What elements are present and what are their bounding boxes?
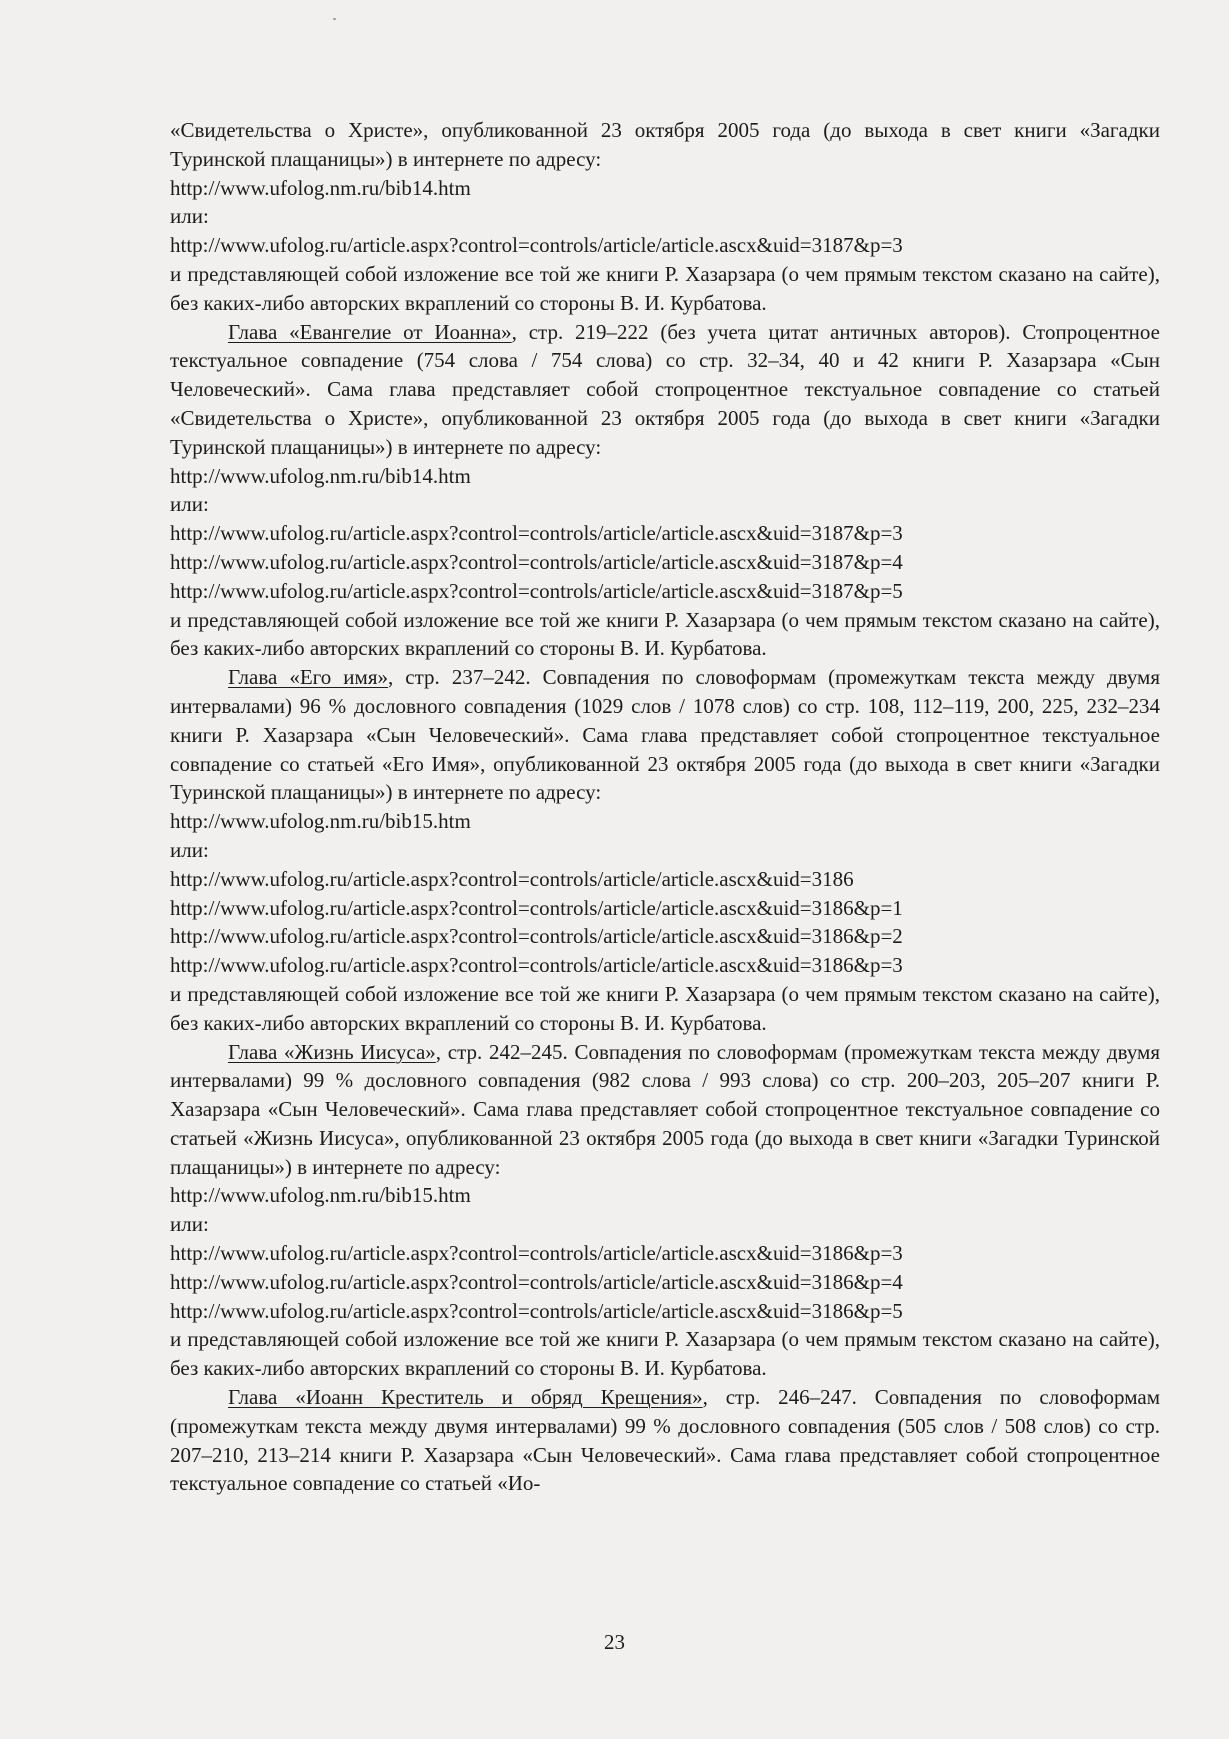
closing-paragraph: и представляющей собой изложение все той же книги Р. Хазарзара (о чем прямым текстом сказано на сайте), без каких-либо авторских вкраплений со стороны В. И. Курбатова.	[170, 1327, 1160, 1381]
or-label: или:	[170, 837, 209, 862]
section-text: , стр. 219–222 (без учета цитат античных авторов). Стопроцентное текстуальное совпадение (754 слова / 754 слова) со стр. 32–34, 40 и 42 книги Р. Хазарзара «Сын Человеческий». Сама глава представляет собой стопроцентное текстуальное совпадение со статьей «Свидетельства о Христе», опубликованной 23 октября 2005 года (до выхода в свет книги «Загадки Туринской плащаницы») в интернете по адресу:	[170, 319, 1160, 459]
page-body	[170, 116, 1160, 1498]
section-paragraph	[170, 1383, 1160, 1498]
section-text: , стр. 237–242. Совпадения по словоформам (промежуткам текста между двумя интервалами) 96 % дословного совпадения (1029 слов / 1078 слов) со стр. 108, 112–119, 200, 225, 232–234 книги Р. Хазарзара «Сын Человеческий». Сама глава представляет собой стопроцентное текстуальное совпадение со статьей «Его Имя», опубликованной 23 октября 2005 года (до выхода в свет книги «Загадки Туринской плащаницы») в интернете по адресу:	[170, 665, 1160, 805]
url-line: http://www.ufolog.ru/article.aspx?control=controls/article/article.ascx&uid=3186&p=3	[170, 1241, 903, 1266]
closing-paragraph: и представляющей собой изложение все той же книги Р. Хазарзара (о чем прямым текстом сказано на сайте), без каких-либо авторских вкраплений со стороны В. И. Курбатова.	[170, 607, 1160, 661]
intro-paragraph: «Свидетельства о Христе», опубликованной 23 октября 2005 года (до выхода в свет книги «Загадки Туринской плащаницы») в интернете по адресу:	[170, 118, 1160, 171]
url-line: http://www.ufolog.ru/article.aspx?control=controls/article/article.ascx&uid=3187&p=4	[170, 549, 903, 574]
section-paragraph	[170, 318, 1160, 462]
url-line: http://www.ufolog.ru/article.aspx?control=controls/article/article.ascx&uid=3186&p=2	[170, 924, 903, 949]
url-line: http://www.ufolog.ru/article.aspx?control=controls/article/article.ascx&uid=3186&p=5	[170, 1298, 903, 1323]
section-paragraph	[170, 1038, 1160, 1182]
page-number: 23	[604, 1630, 625, 1654]
scan-speck	[333, 18, 336, 20]
url-line: http://www.ufolog.ru/article.aspx?control=controls/article/article.ascx&uid=3186&p=4	[170, 1269, 903, 1294]
url-line: http://www.ufolog.ru/article.aspx?control=controls/article/article.ascx&uid=3186	[170, 866, 854, 891]
url-line: http://www.ufolog.ru/article.aspx?control=controls/article/article.ascx&uid=3187&p=3	[170, 233, 903, 258]
url-line: http://www.ufolog.ru/article.aspx?control=controls/article/article.ascx&uid=3186&p=1	[170, 895, 903, 920]
or-label: или:	[170, 492, 209, 517]
url-line: http://www.ufolog.ru/article.aspx?control=controls/article/article.ascx&uid=3186&p=3	[170, 953, 903, 978]
chapter-heading: Глава «Жизнь Иисуса»	[228, 1039, 436, 1064]
section-paragraph	[170, 663, 1160, 807]
section-text: , стр. 246–247. Совпадения по словоформам (промежуткам текста между двумя интервалами) 99 % дословного совпадения (505 слов / 508 слов) со стр. 207–210, 213–214 книги Р. Хазарзара «Сын Человеческий». Сама глава представляет собой стопроцентное текстуальное совпадение со статьей «Ио-	[170, 1385, 1160, 1496]
closing-paragraph: и представляющей собой изложение все той же книги Р. Хазарзара (о чем прямым текстом сказано на сайте), без каких-либо авторских вкраплений со стороны В. И. Курбатова.	[170, 261, 1160, 315]
section-text: , стр. 242–245. Совпадения по словоформам (промежуткам текста между двумя интервалами) 99 % дословного совпадения (982 слова / 993 слова) со стр. 200–203, 205–207 книги Р. Хазарзара «Сын Человеческий». Сама глава представляет собой стопроцентное текстуальное совпадение со статьей «Жизнь Иисуса», опубликованной 23 октября 2005 года (до выхода в свет книги «Загадки Туринской плащаницы») в интернете по адресу:	[170, 1039, 1160, 1179]
url-line: http://www.ufolog.ru/article.aspx?control=controls/article/article.ascx&uid=3187&p=3	[170, 521, 903, 546]
url-line: http://www.ufolog.ru/article.aspx?control=controls/article/article.ascx&uid=3187&p=5	[170, 578, 903, 603]
url-line: http://www.ufolog.nm.ru/bib15.htm	[170, 1183, 471, 1208]
url-line: http://www.ufolog.nm.ru/bib14.htm	[170, 463, 471, 488]
closing-paragraph: и представляющей собой изложение все той же книги Р. Хазарзара (о чем прямым текстом сказано на сайте), без каких-либо авторских вкраплений со стороны В. И. Курбатова.	[170, 981, 1160, 1035]
or-label: или:	[170, 204, 209, 229]
chapter-heading: Глава «Евангелие от Иоанна»	[228, 319, 512, 344]
url-line: http://www.ufolog.nm.ru/bib15.htm	[170, 809, 471, 834]
chapter-heading: Глава «Его имя»	[228, 665, 388, 690]
or-label: или:	[170, 1212, 209, 1237]
url-line: http://www.ufolog.nm.ru/bib14.htm	[170, 175, 471, 200]
chapter-heading: Глава «Иоанн Креститель и обряд Крещения»	[228, 1385, 703, 1410]
